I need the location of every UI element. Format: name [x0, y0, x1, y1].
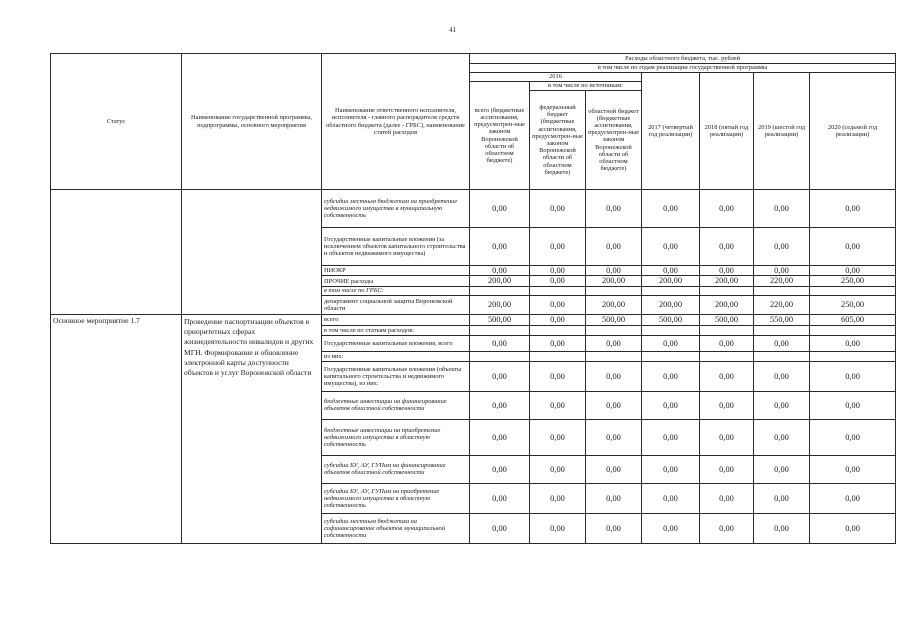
- row-value: [700, 286, 754, 295]
- row-value: [586, 325, 642, 335]
- row-value: 0,00: [530, 335, 586, 351]
- row-value: [810, 286, 896, 295]
- header-total: всего (бюджетные ассигнования, предусмотрен-ные законом Воронежской области об областном бюджете): [470, 82, 530, 190]
- row-value: 0,00: [530, 276, 586, 286]
- row-label: в том числе по статьям расходов:: [322, 325, 470, 335]
- header-by-sources: в том числе по источникам:: [530, 82, 642, 91]
- row-label: Государственные капитальные вложения (за исключением объектов капитального строительства и объектов недвижимого имущества): [322, 228, 470, 266]
- name-cell-continued: [182, 190, 322, 315]
- row-value: 0,00: [810, 190, 896, 228]
- table-row: [51, 314, 896, 325]
- header-status: Статус: [51, 54, 182, 190]
- measure-status: Основное мероприятие 1.7: [51, 314, 182, 543]
- row-value: 0,00: [700, 228, 754, 266]
- row-value: 0,00: [586, 455, 642, 483]
- row-value: 0,00: [754, 455, 810, 483]
- row-label: в том числе по ГРБС:: [322, 286, 470, 295]
- row-value: [754, 351, 810, 361]
- row-value: [642, 351, 700, 361]
- row-value: 0,00: [754, 391, 810, 419]
- row-value: 500,00: [700, 314, 754, 325]
- row-value: 0,00: [642, 455, 700, 483]
- row-value: 0,00: [470, 190, 530, 228]
- row-value: 0,00: [810, 361, 896, 391]
- row-label: департамент социальной защиты Воронежской области: [322, 295, 470, 314]
- row-value: 0,00: [530, 295, 586, 314]
- row-value: 0,00: [586, 419, 642, 455]
- row-value: 500,00: [586, 314, 642, 325]
- row-value: [470, 286, 530, 295]
- row-label: Государственные капитальные вложения (объекты капитального строительства и недвижимого имущества), из них:: [322, 361, 470, 391]
- header-year-2018: 2018 (пятый год реализации): [700, 73, 754, 190]
- row-value: [530, 286, 586, 295]
- row-value: 0,00: [754, 513, 810, 543]
- row-value: 0,00: [470, 361, 530, 391]
- row-value: 200,00: [586, 295, 642, 314]
- row-value: 0,00: [530, 419, 586, 455]
- row-value: 0,00: [810, 483, 896, 513]
- row-value: 0,00: [754, 266, 810, 276]
- row-label: Государственные капитальные вложения, всего: [322, 335, 470, 351]
- row-value: [810, 351, 896, 361]
- header-year-2020: 2020 (седьмой год реализации): [810, 73, 896, 190]
- row-value: [700, 351, 754, 361]
- row-label: НИОКР: [322, 266, 470, 276]
- header-year-2017: 2017 (четвертый год реализации): [642, 73, 700, 190]
- row-value: 0,00: [530, 513, 586, 543]
- row-value: 0,00: [530, 455, 586, 483]
- row-value: 200,00: [700, 295, 754, 314]
- row-value: 0,00: [754, 483, 810, 513]
- row-label: всего: [322, 314, 470, 325]
- row-value: 0,00: [754, 190, 810, 228]
- row-value: 200,00: [642, 295, 700, 314]
- header-executor: Наименование ответственного исполнителя, исполнителя - главного распорядителя средств областного бюджета (далее - ГРБС), наименование статей расходов: [322, 54, 470, 190]
- row-value: 0,00: [700, 361, 754, 391]
- row-value: 0,00: [700, 419, 754, 455]
- row-value: 0,00: [530, 266, 586, 276]
- row-value: [754, 325, 810, 335]
- row-value: 250,00: [810, 295, 896, 314]
- row-value: 0,00: [642, 228, 700, 266]
- row-label: субсидии местным бюджетам на софинансирование объектов муниципальной собственности: [322, 513, 470, 543]
- row-value: 0,00: [470, 513, 530, 543]
- row-value: [530, 325, 586, 335]
- row-value: [642, 286, 700, 295]
- row-value: 0,00: [642, 483, 700, 513]
- table-row: [51, 190, 896, 228]
- row-value: 550,00: [754, 314, 810, 325]
- row-value: 220,00: [754, 295, 810, 314]
- row-value: 0,00: [586, 266, 642, 276]
- row-value: [642, 325, 700, 335]
- row-value: 200,00: [470, 276, 530, 286]
- row-value: 500,00: [642, 314, 700, 325]
- row-label: бюджетные инвестиции на приобретение недвижимого имущества в областную собственность: [322, 419, 470, 455]
- row-value: 0,00: [470, 266, 530, 276]
- row-value: 220,00: [754, 276, 810, 286]
- row-value: [530, 351, 586, 361]
- row-value: 0,00: [586, 190, 642, 228]
- row-value: 0,00: [642, 190, 700, 228]
- row-value: [754, 286, 810, 295]
- row-label: бюджетные инвестиции на финансирование объектов областной собственности: [322, 391, 470, 419]
- row-value: [586, 286, 642, 295]
- row-value: 0,00: [810, 455, 896, 483]
- row-value: 500,00: [470, 314, 530, 325]
- row-value: 0,00: [530, 391, 586, 419]
- header-regional: областной бюджет (бюджетные ассигнования, предусмотрен-ные законом Воронежской области об областном бюджете): [586, 91, 642, 190]
- row-value: 250,00: [810, 276, 896, 286]
- header-federal: федеральный бюджет (бюджетные ассигнования, предусмотрен-ные законом Воронежской области об областном бюджете): [530, 91, 586, 190]
- row-value: [470, 351, 530, 361]
- row-value: 0,00: [810, 513, 896, 543]
- budget-table: [50, 53, 896, 544]
- row-value: 0,00: [754, 228, 810, 266]
- row-value: 0,00: [586, 228, 642, 266]
- row-value: 0,00: [700, 266, 754, 276]
- row-value: 0,00: [700, 391, 754, 419]
- row-value: 0,00: [530, 361, 586, 391]
- row-value: 200,00: [642, 276, 700, 286]
- row-value: 0,00: [754, 419, 810, 455]
- row-label: субсидии БУ, АУ, ГУПам на приобретение недвижимого имущества в областную собственность: [322, 483, 470, 513]
- row-value: [810, 325, 896, 335]
- row-label: субсидии БУ, АУ, ГУПам на финансирование объектов областной собственности: [322, 455, 470, 483]
- row-label: ПРОЧИЕ расходы: [322, 276, 470, 286]
- row-value: 0,00: [586, 513, 642, 543]
- row-value: 0,00: [754, 361, 810, 391]
- row-value: 0,00: [530, 483, 586, 513]
- row-value: 0,00: [642, 361, 700, 391]
- row-value: 0,00: [530, 190, 586, 228]
- row-value: 0,00: [530, 314, 586, 325]
- row-value: 0,00: [470, 483, 530, 513]
- header-program-name: Наименование государственной программы, подпрограммы, основного мероприятия: [182, 54, 322, 190]
- row-value: 200,00: [700, 276, 754, 286]
- row-value: 0,00: [470, 419, 530, 455]
- page-number: 41: [449, 26, 456, 34]
- row-value: 0,00: [754, 335, 810, 351]
- header-expenses: Расходы областного бюджета, тыс. рублей: [470, 54, 896, 64]
- row-value: [586, 351, 642, 361]
- row-value: 0,00: [642, 419, 700, 455]
- row-value: 0,00: [586, 483, 642, 513]
- row-value: 0,00: [586, 391, 642, 419]
- measure-name: Проведение паспортизации объектов в приоритетных сферах жизнедеятельности инвалидов и других МГН. Формирование и обновление электронной карты доступности объектов и услуг Воронежской области: [182, 314, 322, 543]
- row-value: 0,00: [810, 228, 896, 266]
- row-value: 200,00: [470, 295, 530, 314]
- row-value: 0,00: [586, 361, 642, 391]
- row-value: [700, 325, 754, 335]
- row-value: 0,00: [700, 335, 754, 351]
- header-by-years: в том числе по годам реализации государственной программы: [470, 64, 896, 73]
- row-value: 0,00: [642, 391, 700, 419]
- row-value: 0,00: [470, 455, 530, 483]
- row-value: 0,00: [470, 335, 530, 351]
- row-value: 0,00: [470, 391, 530, 419]
- row-value: 0,00: [810, 419, 896, 455]
- row-label: субсидии местным бюджетам на приобретение недвижимого имущества в муниципальную собственность: [322, 190, 470, 228]
- row-value: 0,00: [642, 513, 700, 543]
- row-value: 0,00: [700, 190, 754, 228]
- row-value: 0,00: [810, 335, 896, 351]
- row-value: 0,00: [700, 483, 754, 513]
- row-value: 0,00: [470, 228, 530, 266]
- header-year-2016: 2016: [470, 73, 642, 82]
- status-cell-continued: [51, 190, 182, 315]
- row-value: 0,00: [530, 228, 586, 266]
- row-value: 0,00: [700, 513, 754, 543]
- row-label: из них:: [322, 351, 470, 361]
- row-value: [470, 325, 530, 335]
- row-value: 0,00: [700, 455, 754, 483]
- row-value: 0,00: [810, 266, 896, 276]
- row-value: 200,00: [586, 276, 642, 286]
- row-value: 0,00: [810, 391, 896, 419]
- header-year-2019: 2019 (шестой год реализации): [754, 73, 810, 190]
- row-value: 0,00: [642, 335, 700, 351]
- row-value: 605,00: [810, 314, 896, 325]
- row-value: 0,00: [586, 335, 642, 351]
- row-value: 0,00: [642, 266, 700, 276]
